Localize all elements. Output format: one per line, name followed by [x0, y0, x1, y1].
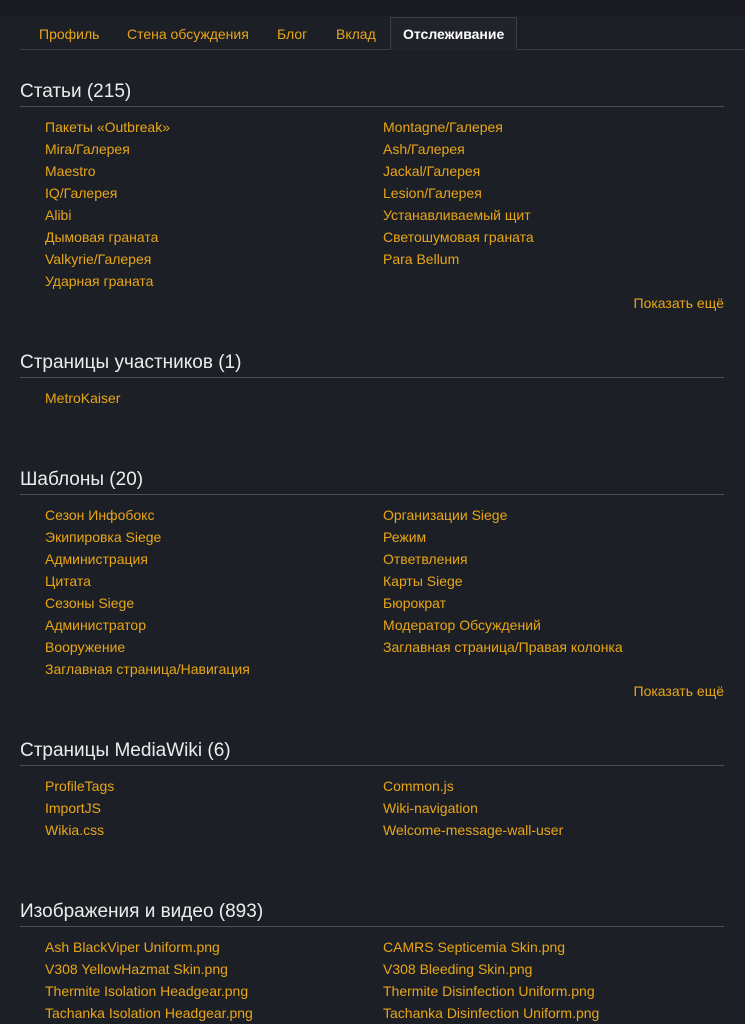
list-item[interactable]: Пакеты «Outbreak»	[45, 119, 170, 135]
list-item[interactable]: Ash/Галерея	[383, 141, 465, 157]
list-item[interactable]: Режим	[383, 529, 427, 545]
tab-contributions[interactable]: Вклад	[336, 26, 376, 42]
section-title-templates: Шаблоны (20)	[20, 469, 724, 495]
tab-watchlist[interactable]: Отслеживание	[390, 17, 517, 50]
list-item[interactable]: ImportJS	[45, 800, 102, 816]
tab-profile[interactable]: Профиль	[39, 26, 100, 42]
list-item[interactable]: Thermite Isolation Headgear.png	[45, 983, 249, 999]
list-item[interactable]: IQ/Галерея	[45, 185, 118, 201]
list-item[interactable]: Модератор Обсуждений	[383, 617, 541, 633]
list-item[interactable]: Сезон Инфобокс	[45, 507, 155, 523]
list-item[interactable]: Экипировка Siege	[45, 529, 162, 545]
list-item[interactable]: Thermite Disinfection Uniform.png	[383, 983, 595, 999]
list-item[interactable]: MetroKaiser	[45, 390, 121, 406]
show-more-templates-link[interactable]: Показать ещё	[633, 683, 724, 699]
list-item[interactable]: Common.js	[383, 778, 454, 794]
list-item[interactable]: Lesion/Галерея	[383, 185, 482, 201]
list-item[interactable]: Wikia.css	[45, 822, 105, 838]
list-item[interactable]: Администрация	[45, 551, 148, 567]
list-item[interactable]: Карты Siege	[383, 573, 463, 589]
list-item[interactable]: Ash BlackViper Uniform.png	[45, 939, 220, 955]
list-item[interactable]: Вооружение	[45, 639, 126, 655]
list-item[interactable]: V308 YellowHazmat Skin.png	[45, 961, 228, 977]
list-item[interactable]: CAMRS Septicemia Skin.png	[383, 939, 566, 955]
section-title-mediawiki: Страницы MediaWiki (6)	[20, 740, 724, 766]
show-more-articles-link[interactable]: Показать ещё	[633, 295, 724, 311]
section-title-users: Страницы участников (1)	[20, 352, 724, 378]
list-item[interactable]: Tachanka Disinfection Uniform.png	[383, 1005, 600, 1021]
section-title-images: Изображения и видео (893)	[20, 901, 724, 927]
list-item[interactable]: Заглавная страница/Правая колонка	[383, 639, 623, 655]
profile-tabs	[20, 17, 745, 50]
list-item[interactable]: Цитата	[45, 573, 91, 589]
list-item[interactable]: Заглавная страница/Навигация	[45, 661, 250, 677]
list-item[interactable]: Alibi	[45, 207, 72, 223]
list-item[interactable]: Бюрократ	[383, 595, 447, 611]
list-item[interactable]: Tachanka Isolation Headgear.png	[45, 1005, 253, 1021]
list-item[interactable]: Ответвления	[383, 551, 468, 567]
list-item[interactable]: Устанавливаемый щит	[383, 207, 531, 223]
tab-blog[interactable]: Блог	[277, 26, 308, 42]
list-item[interactable]: Para Bellum	[383, 251, 460, 267]
section-title-articles: Статьи (215)	[20, 81, 724, 107]
list-item[interactable]: Montagne/Галерея	[383, 119, 503, 135]
list-item[interactable]: V308 Bleeding Skin.png	[383, 961, 533, 977]
list-item[interactable]: ProfileTags	[45, 778, 115, 794]
list-item[interactable]: Светошумовая граната	[383, 229, 534, 245]
list-item[interactable]: Mira/Галерея	[45, 141, 130, 157]
list-item[interactable]: Администратор	[45, 617, 147, 633]
list-item[interactable]: Организации Siege	[383, 507, 508, 523]
tab-message-wall[interactable]: Стена обсуждения	[127, 26, 249, 42]
list-item[interactable]: Сезоны Siege	[45, 595, 135, 611]
list-item[interactable]: Maestro	[45, 163, 96, 179]
top-strip	[0, 0, 745, 16]
list-item[interactable]: Valkyrie/Галерея	[45, 251, 152, 267]
list-item[interactable]: Jackal/Галерея	[383, 163, 481, 179]
list-item[interactable]: Welcome-message-wall-user	[383, 822, 564, 838]
list-item[interactable]: Дымовая граната	[45, 229, 159, 245]
list-item[interactable]: Ударная граната	[45, 273, 154, 289]
list-item[interactable]: Wiki-navigation	[383, 800, 478, 816]
